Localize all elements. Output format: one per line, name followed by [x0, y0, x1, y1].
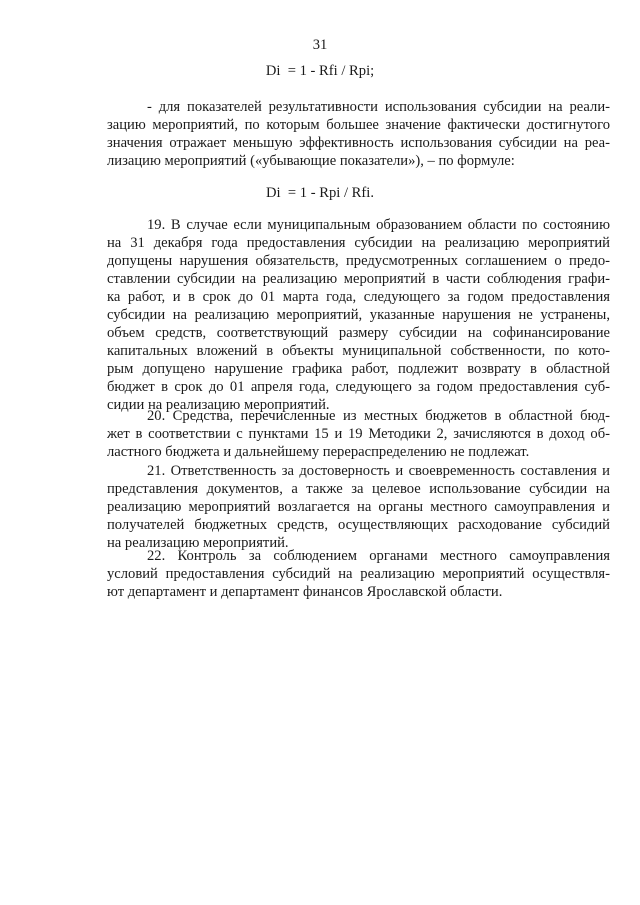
text-line: ставлении субсидии на реализацию мероприятий в части соблюдения графи-	[107, 271, 610, 287]
text-line: ластного бюджета и дальнейшему перераспределению не подлежат.	[107, 444, 530, 460]
formula-decreasing: Di = 1 - Rfi / Rpi;	[265, 63, 375, 79]
text-line: лизацию мероприятий («убывающие показатели»), – по формуле:	[107, 153, 515, 169]
text-line: 21. Ответственность за достоверность и своевременность составления и	[147, 463, 610, 479]
text-line: ка работ, и в срок до 01 марта года, следующего за годом предоставления	[107, 289, 610, 305]
paragraph-19	[107, 216, 610, 414]
text-line: зацию мероприятий, по которым большее значение фактически достигнутого	[107, 117, 610, 133]
text-line: допущены нарушения обязательств, предусмотренных соглашением о предо-	[107, 253, 610, 269]
text-line: объем средств, соответствующий размеру субсидии на софинансирование	[107, 325, 610, 341]
paragraph-22	[107, 547, 610, 601]
text-line: значения отражает меньшую эффективность использования субсидии на реа-	[107, 135, 610, 151]
text-line: получателей бюджетных средств, осуществляющих расходование субсидий	[107, 517, 610, 533]
text-line: представления документов, а также за целевое использование субсидии на	[107, 481, 610, 497]
text-line: 22. Контроль за соблюдением органами местного самоуправления	[147, 548, 610, 564]
paragraph-20	[107, 407, 610, 461]
paragraph-21	[107, 462, 610, 552]
text-line: сидии на реализацию мероприятий.	[107, 397, 330, 413]
text-line: 20. Средства, перечисленные из местных бюджетов в областной бюд-	[147, 408, 610, 424]
text-line: - для показателей результативности использования субсидии на реали-	[147, 99, 610, 115]
text-line: на реализацию мероприятий.	[107, 535, 289, 551]
text-line: субсидии на реализацию мероприятий, указанные нарушения не устранены,	[107, 307, 610, 323]
text-line: на 31 декабря года предоставления субсидии на реализацию мероприятий	[107, 235, 610, 251]
page-number: 31	[312, 37, 328, 53]
text-line: условий предоставления субсидий на реализацию мероприятий осуществля-	[107, 566, 610, 582]
text-line: 19. В случае если муниципальным образованием области по состоянию	[147, 217, 610, 233]
text-line: реализацию мероприятий возлагается на органы местного самоуправления и	[107, 499, 610, 515]
text-line: ют департамент и департамент финансов Ярославской области.	[107, 584, 503, 600]
text-line: жет в соответствии с пунктами 15 и 19 Методики 2, зачисляются в доход об-	[107, 426, 610, 442]
formula-increasing: Di = 1 - Rpi / Rfi.	[266, 185, 374, 201]
paragraph-decreasing-indicators	[107, 98, 610, 170]
text-line: рым допущено нарушение графика работ, подлежит возврату в областной	[107, 361, 610, 377]
text-line: капитальных вложений в объекты муниципальной собственности, по кото-	[107, 343, 610, 359]
text-line: бюджет в срок до 01 апреля года, следующего за годом предоставления суб-	[107, 379, 610, 395]
